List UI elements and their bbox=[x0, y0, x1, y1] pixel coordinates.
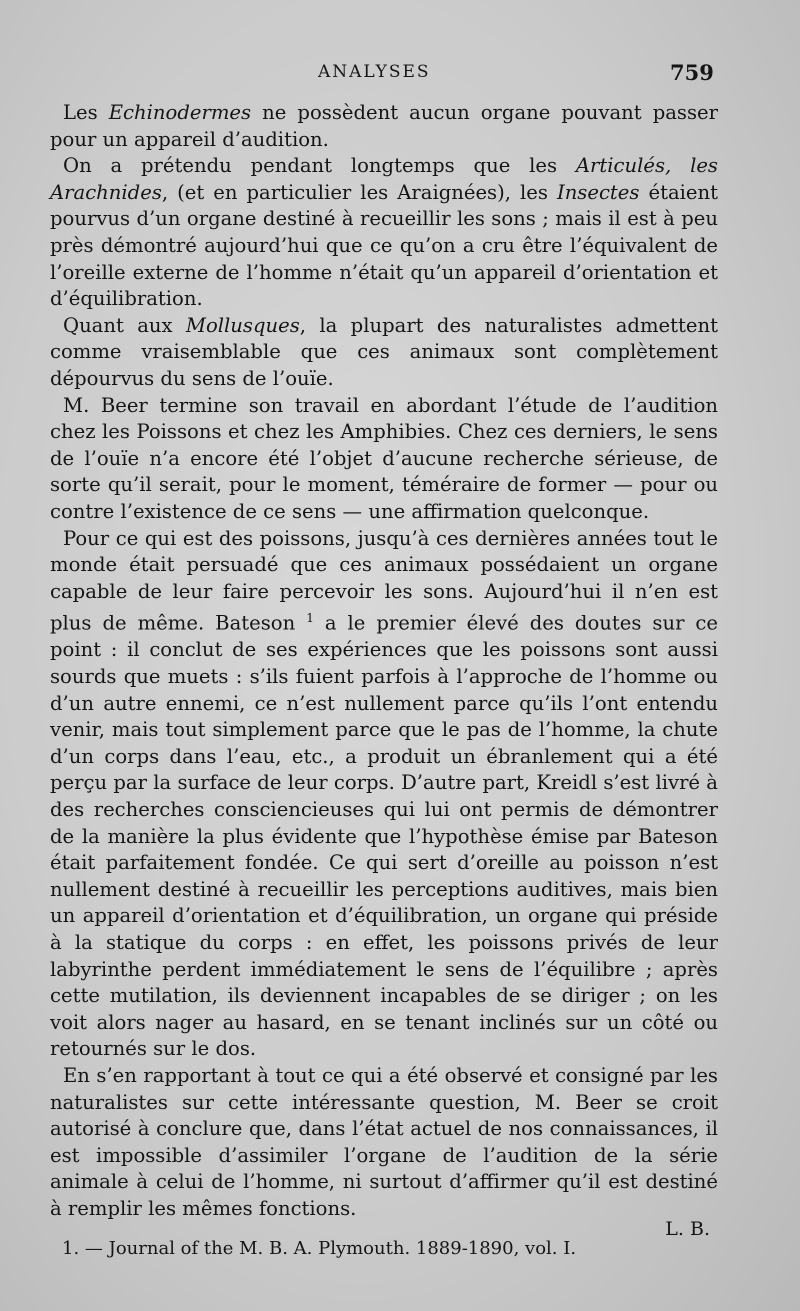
italic-term: Insectes bbox=[556, 180, 640, 204]
running-title: ANALYSES bbox=[318, 62, 431, 82]
footnote-ref: 1 bbox=[306, 611, 314, 626]
paragraph: On a prétendu pendant longtemps que les Articulés, les Arachnides, (et en particulier les Araignées), les Insectes étaient pourvus d’un organe destiné à recueillir les sons ; mais il est à peu près démontré aujourd’hui que ce qu’on a cru être l’équivalent de l’oreille externe de l’homme n’était qu’un appareil d’orientation et d’équilibration. bbox=[50, 154, 718, 311]
page-number: 759 bbox=[670, 60, 714, 85]
paragraph: M. Beer termine son travail en abordant l’étude de l’audition chez les Poissons et chez les Amphibies. Chez ces derniers, le sens de l’ouïe n’a encore été l’objet d’aucune recherche sérieuse, de sorte qu’il serait, pour le moment, téméraire de former — pour ou contre l’existence de ce sens — une affirmation quelconque. bbox=[50, 393, 718, 523]
body-text bbox=[50, 100, 718, 1243]
page-header bbox=[0, 60, 800, 90]
paragraph: Pour ce qui est des poissons, jusqu’à ces dernières années tout le monde était persuadé que ces animaux possédaient un organe capable de leur faire percevoir les sons. Aujourd’hui il n’en est plus de même. Bateson $^1$ a le premier élevé des doutes sur ce point : il conclut de ses expériences que les poissons sont aussi sourds que muets : s’ils fuient parfois à l’approche de l’homme ou d’un autre ennemi, ce n’est nullement parce qu’ils l’ont entendu venir, mais tout simplement parce que le pas de l’homme, la chute d’un corps dans l’eau, etc., a produit un ébranlement qui a été perçu par la surface de leur corps. D’autre part, Kreidl s’est livré à des recherches consciencieuses qui lui ont permis de démontrer de la manière la plus évidente que l’hypothèse émise par Bateson était parfaitement fondée. Ce qui sert d’oreille au poisson n’est nullement destiné à recueillir les perceptions auditives, mais bien un appareil d’orientation et d’équilibration, un organe qui préside à la statique du corps : en effet, les poissons privés de leur labyrinthe perdent immédiatement le sens de l’équilibre ; après cette mutilation, ils deviennent incapables de se diriger ; on les voit alors nager au hasard, en se tenant inclinés sur un côté ou retournés sur le dos. bbox=[50, 526, 719, 1061]
paragraph: Les Echinodermes ne possèdent aucun organe pouvant passer pour un appareil d’audition. bbox=[50, 101, 718, 151]
paragraph: Quant aux Mollusques, la plupart des naturalistes admettent comme vraisemblable que ces animaux sont complètement dépourvus du sens de l’ouïe. bbox=[50, 313, 718, 390]
footnote: 1. — Journal of the M. B. A. Plymouth. 1889-1890, vol. I. bbox=[62, 1238, 577, 1259]
italic-term: Articulés, les Arachnides bbox=[50, 154, 718, 204]
author-signature: L. B. bbox=[665, 1218, 710, 1241]
italic-term: Mollusques bbox=[185, 313, 300, 337]
paragraph: En s’en rapportant à tout ce qui a été observé et consigné par les naturalistes sur cette intéressante question, M. Beer se croit autorisé à conclure que, dans l’état actuel de nos connaissances, il est impossible d’assimiler l’organe de l’audition de la série animale à celui de l’homme, ni surtout d’affirmer qu’il est destiné à remplir les mêmes fonctions. bbox=[50, 1063, 718, 1220]
italic-term: Echinodermes bbox=[108, 101, 252, 124]
